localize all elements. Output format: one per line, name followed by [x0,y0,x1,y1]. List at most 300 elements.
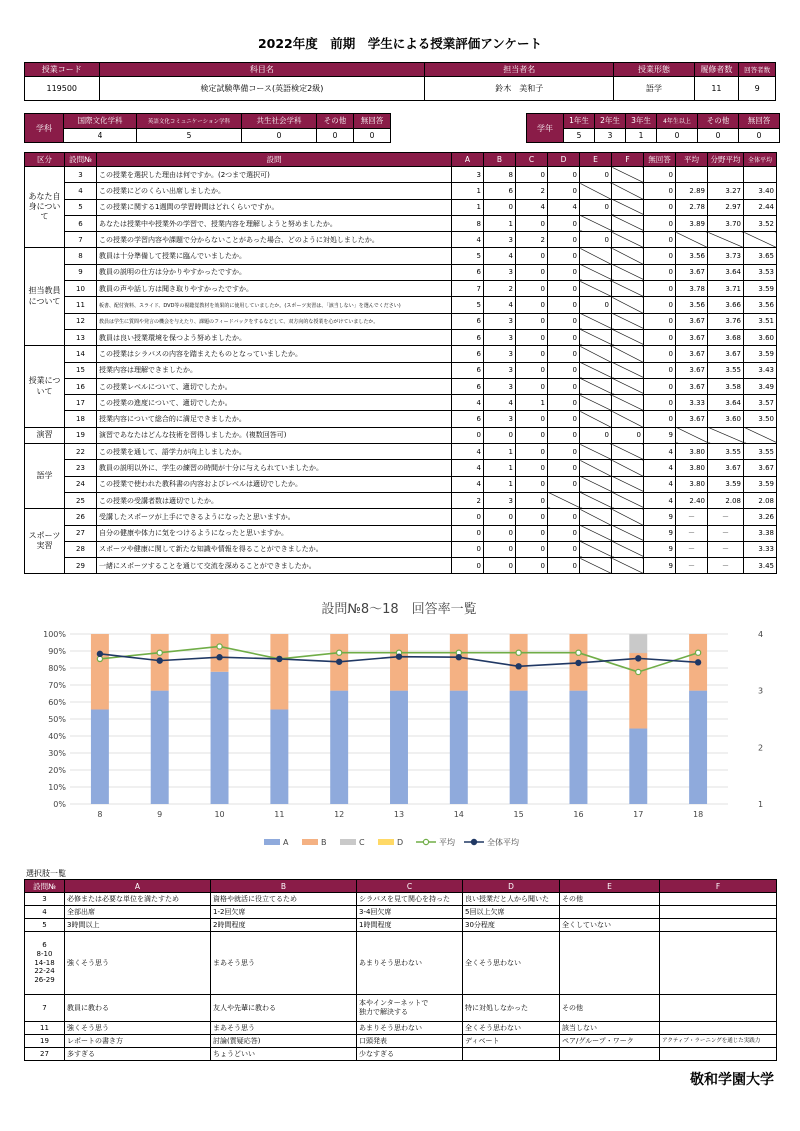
value-cell: 0 [484,525,516,541]
value-cell: 6 [452,329,484,345]
value-cell: 0 [452,509,484,525]
evaluation-table [24,152,777,574]
not-applicable-cell [580,313,612,329]
option-cell: 1-2回欠席 [211,906,357,919]
value-cell: 0 [516,281,548,297]
not-applicable-cell [580,362,612,378]
not-applicable-cell [612,525,644,541]
value-cell: 3.89 [676,215,708,231]
year-value: 1 [626,128,657,143]
value-cell: 4 [484,297,516,313]
value-cell: 4 [644,460,676,476]
not-applicable-cell [612,444,644,460]
category-label: 授業について [25,346,65,427]
value-cell: 0 [452,541,484,557]
value-cell: 0 [644,183,676,199]
dept-header-intl: 国際文化学科 [64,114,137,129]
col-header: 無回答 [644,153,676,167]
question-number: 24 [65,476,97,492]
option-cell: 全くしていない [560,919,660,932]
option-cell [660,1022,777,1035]
value-cell: 0 [580,199,612,215]
dept-header-english: 英語文化コミュニケーション学科 [137,114,242,129]
value-cell: 3.80 [676,460,708,476]
value-cell: 3.55 [744,444,777,460]
question-number: 10 [65,281,97,297]
not-applicable-cell [580,460,612,476]
value-cell: 0 [452,525,484,541]
value-cell: 0 [516,167,548,183]
value-cell: 0 [644,248,676,264]
point-全体平均 [695,660,700,665]
value-cell: 4 [452,460,484,476]
col-header: B [484,153,516,167]
value-cell: 3 [484,329,516,345]
class-form: 語学 [614,77,694,101]
bar-segment-A [450,691,468,804]
not-applicable-cell [708,232,744,248]
option-cell: あまりそう思わない [357,932,463,995]
not-applicable-cell [612,329,644,345]
not-applicable-cell [612,264,644,280]
value-cell: 8 [452,215,484,231]
value-cell: 3 [452,167,484,183]
value-cell: 0 [548,378,580,394]
dept-header-other: その他 [317,114,354,129]
option-row [25,1048,777,1061]
year-value: 3 [595,128,626,143]
value-cell: 2 [516,232,548,248]
value-cell: 0 [548,313,580,329]
option-cell: アクティブ・ラーニングを通じた実践力 [660,1035,777,1048]
dept-value: 0 [242,128,317,143]
x-tick-label: 18 [692,810,704,819]
options-table [24,879,777,1061]
option-row [25,1022,777,1035]
option-cell: 該当しない [560,1022,660,1035]
y-tick-label: 50% [48,715,66,724]
legend-swatch-A [264,839,280,845]
y-tick-label: 100% [43,630,66,639]
year-header: 3年生 [626,114,657,129]
value-cell: 4 [452,444,484,460]
value-cell: 0 [548,411,580,427]
bar-segment-B [450,634,468,691]
question-number: 12 [65,313,97,329]
value-cell: 0 [452,558,484,574]
year-value: 0 [698,128,739,143]
question-row [25,183,777,199]
option-question-number: 19 [25,1035,65,1048]
value-cell: 9 [644,525,676,541]
question-text: この授業を通して、語学力が向上しましたか。 [97,444,452,460]
value-cell: 3 [484,411,516,427]
x-tick-label: 8 [97,810,103,819]
question-row [25,362,777,378]
question-number: 11 [65,297,97,313]
enrolled-count: 11 [694,77,739,101]
point-平均 [576,650,581,655]
value-cell: 3.60 [744,329,777,345]
value-cell: 0 [644,346,676,362]
question-row [25,558,777,574]
year-table [526,113,780,143]
y2-tick-label: 2 [758,743,764,753]
value-cell: 3.67 [676,329,708,345]
question-row [25,232,777,248]
subject-name: 検定試験準備コース(英語検定2級) [99,77,425,101]
point-全体平均 [636,656,641,661]
option-cell [660,919,777,932]
value-cell: 0 [548,297,580,313]
point-全体平均 [277,656,282,661]
value-cell: 0 [548,395,580,411]
value-cell: 0 [548,362,580,378]
value-cell: 3.51 [744,313,777,329]
option-cell: 教員に教わる [65,995,211,1022]
col-header: C [516,153,548,167]
question-number: 27 [65,525,97,541]
value-cell: 5 [452,297,484,313]
year-value: 0 [657,128,698,143]
value-cell: 3.67 [744,460,777,476]
value-cell: 0 [516,492,548,508]
value-cell: 0 [644,329,676,345]
respondent-count: 9 [739,77,776,101]
value-cell: － [708,558,744,574]
col-header: E [580,153,612,167]
value-cell: 0 [484,199,516,215]
not-applicable-cell [708,427,744,443]
point-全体平均 [337,659,342,664]
question-text: この授業にどのくらい出席しましたか。 [97,183,452,199]
value-cell: 3.57 [744,395,777,411]
value-cell: 9 [644,427,676,443]
option-cell: 良い授業だと人から聞いた [463,893,560,906]
question-text: 授業内容は理解できましたか。 [97,362,452,378]
question-text: 教員は十分準備して授業に臨んでいましたか。 [97,248,452,264]
bar-segment-B [211,634,229,672]
value-cell: 3.38 [744,525,777,541]
value-cell: 0 [484,541,516,557]
question-row [25,492,777,508]
opt-col-header: F [660,880,777,893]
dept-value: 5 [137,128,242,143]
value-cell: 0 [516,411,548,427]
value-cell: 1 [484,476,516,492]
not-applicable-cell [612,411,644,427]
option-row [25,906,777,919]
not-applicable-cell [612,460,644,476]
value-cell: － [676,541,708,557]
value-cell: 3.64 [708,395,744,411]
year-header: 4年生以上 [657,114,698,129]
value-cell: 2.08 [744,492,777,508]
question-text: スポーツや健康に関して新たな知識や情報を得ることができましたか。 [97,541,452,557]
bar-segment-A [330,691,348,804]
question-row [25,427,777,443]
option-cell: ディベート [463,1035,560,1048]
value-cell: 0 [644,281,676,297]
value-cell: 3 [484,232,516,248]
opt-col-header: 設問№ [25,880,65,893]
value-cell: 0 [516,476,548,492]
header-form: 授業形態 [614,63,694,77]
x-tick-label: 15 [513,810,524,819]
point-平均 [97,656,102,661]
question-row [25,167,777,183]
opt-col-header: B [211,880,357,893]
value-cell: 3.67 [708,460,744,476]
value-cell: 3.56 [676,248,708,264]
value-cell: 6 [452,313,484,329]
point-全体平均 [576,660,581,665]
question-text: あなたは授業中や授業外の学習で、授業内容を理解しようと努めましたか。 [97,215,452,231]
question-number: 5 [65,199,97,215]
option-cell [463,1048,560,1061]
value-cell: 0 [516,313,548,329]
value-cell: 4 [548,199,580,215]
value-cell: 0 [548,329,580,345]
value-cell: 4 [516,199,548,215]
option-cell: 3時間以上 [65,919,211,932]
value-cell: 3.52 [744,215,777,231]
option-cell: 3-4回欠席 [357,906,463,919]
option-cell: その他 [560,995,660,1022]
col-header: A [452,153,484,167]
value-cell: 3.70 [708,215,744,231]
bar-segment-A [211,672,229,804]
opt-col-header: D [463,880,560,893]
value-cell: 3.67 [676,362,708,378]
value-cell: 3.53 [744,264,777,280]
question-number: 4 [65,183,97,199]
value-cell: － [676,509,708,525]
year-label: 学年 [527,114,564,143]
col-header: D [548,153,580,167]
value-cell: 3.76 [708,313,744,329]
value-cell: 6 [452,264,484,280]
value-cell: 5 [452,248,484,264]
option-cell: ペア/グループ・ワーク [560,1035,660,1048]
value-cell: 8 [484,167,516,183]
y-tick-label: 80% [48,664,66,673]
not-applicable-cell [612,199,644,215]
option-question-number: 11 [25,1022,65,1035]
year-header: 2年生 [595,114,626,129]
y-tick-label: 40% [48,732,66,741]
col-header: 分野平均 [708,153,744,167]
not-applicable-cell [580,509,612,525]
question-row [25,346,777,362]
question-number: 15 [65,362,97,378]
value-cell: 4 [452,232,484,248]
option-cell: 資格や就活に役立てるため [211,893,357,906]
y-tick-label: 30% [48,749,66,758]
not-applicable-cell [580,264,612,280]
value-cell: 6 [452,346,484,362]
value-cell: 0 [516,297,548,313]
not-applicable-cell [548,492,580,508]
value-cell: 0 [644,215,676,231]
response-rate-chart [24,596,776,854]
question-text: この授業で使われた教科書の内容およびレベルは適切でしたか。 [97,476,452,492]
col-header: 設問 [97,153,452,167]
value-cell: 3 [484,313,516,329]
question-row [25,215,777,231]
question-number: 9 [65,264,97,280]
value-cell: 2 [452,492,484,508]
value-cell: 0 [548,281,580,297]
bar-segment-A [91,709,109,804]
value-cell: 0 [580,232,612,248]
not-applicable-cell [744,427,777,443]
value-cell: 0 [548,541,580,557]
y2-tick-label: 1 [758,800,764,809]
value-cell: 0 [484,558,516,574]
question-row [25,541,777,557]
option-cell: あまりそう思わない [357,1022,463,1035]
bar-segment-B [629,653,647,728]
question-number: 3 [65,167,97,183]
question-number: 8 [65,248,97,264]
value-cell: 2.89 [676,183,708,199]
value-cell: 4 [644,476,676,492]
value-cell: 0 [548,476,580,492]
value-cell: 3.80 [676,476,708,492]
value-cell: 0 [548,525,580,541]
question-number: 6 [65,215,97,231]
option-row [25,919,777,932]
option-cell: まあそう思う [211,1022,357,1035]
value-cell: 0 [516,329,548,345]
question-number: 29 [65,558,97,574]
option-row [25,932,777,995]
option-cell: 全くそう思わない [463,1022,560,1035]
question-text: この授業の学習内容や課題で分からないことがあった場合、どのように対処しましたか。 [97,232,452,248]
bar-segment-A [151,691,169,804]
question-number: 23 [65,460,97,476]
question-number: 17 [65,395,97,411]
not-applicable-cell [580,525,612,541]
question-number: 28 [65,541,97,557]
option-cell: 少なすぎる [357,1048,463,1061]
question-row [25,476,777,492]
legend-marker-平均 [423,839,428,844]
not-applicable-cell [580,378,612,394]
bar-segment-A [569,691,587,804]
value-cell: 0 [644,362,676,378]
question-text: 板書、配付資料、スライド、DVD等の視聴覚教材を効果的に使用していましたか。(スポーツ実習は、「該当しない」を選んでください) [97,297,452,313]
question-number: 13 [65,329,97,345]
value-cell: 0 [644,232,676,248]
value-cell: 3.67 [676,313,708,329]
value-cell: 0 [644,297,676,313]
question-row [25,297,777,313]
value-cell: 0 [548,444,580,460]
evaluation-header-row [25,153,777,167]
point-平均 [695,650,700,655]
question-row [25,313,777,329]
question-text: 一緒にスポーツすることを通じて交流を深めることができましたか。 [97,558,452,574]
value-cell: － [676,525,708,541]
question-row [25,199,777,215]
value-cell: 3 [484,362,516,378]
point-全体平均 [97,651,102,656]
option-cell: ちょうどいい [211,1048,357,1061]
value-cell: 0 [548,460,580,476]
value-cell: 4 [452,476,484,492]
value-cell: 2 [516,183,548,199]
value-cell: 3.50 [744,411,777,427]
value-cell: 0 [484,427,516,443]
not-applicable-cell [580,346,612,362]
question-row [25,460,777,476]
department-table [24,113,391,143]
not-applicable-cell [612,558,644,574]
not-applicable-cell [612,362,644,378]
year-header: 無回答 [739,114,780,129]
value-cell: 0 [644,411,676,427]
option-cell: 5回以上欠席 [463,906,560,919]
point-全体平均 [456,655,461,660]
header-enrolled: 履修者数 [694,63,739,77]
value-cell: 0 [516,215,548,231]
course-code: 119500 [25,77,100,101]
options-header-row [25,880,777,893]
value-cell: 6 [452,378,484,394]
header-teacher: 担当者名 [425,63,614,77]
not-applicable-cell [612,232,644,248]
value-cell: 0 [516,558,548,574]
x-tick-label: 16 [573,810,584,819]
not-applicable-cell [580,395,612,411]
value-cell: 0 [580,427,612,443]
option-question-number: 4 [25,906,65,919]
legend-swatch-D [378,839,394,845]
option-row [25,893,777,906]
option-cell: 強くそう思う [65,932,211,995]
value-cell: 3 [484,378,516,394]
option-cell: まあそう思う [211,932,357,995]
not-applicable-cell [580,248,612,264]
question-text: 受講したスポーツが上手にできるようになったと思いますか。 [97,509,452,525]
not-applicable-cell [580,281,612,297]
option-cell: 多すぎる [65,1048,211,1061]
option-cell: 本やインターネットで 独力で解決する [357,995,463,1022]
option-question-number: 6 8-10 14-18 22-24 26-29 [25,932,65,995]
value-cell: 0 [516,378,548,394]
not-applicable-cell [612,167,644,183]
dept-label: 学科 [25,114,64,143]
question-text: 教員の声や話し方は聞き取りやすかったですか。 [97,281,452,297]
value-cell: 3.27 [708,183,744,199]
value-cell: 3.67 [676,346,708,362]
value-cell [676,167,708,183]
year-value: 0 [739,128,780,143]
option-question-number: 5 [25,919,65,932]
value-cell: 4 [644,492,676,508]
y-tick-label: 60% [48,698,66,707]
value-cell: 3.56 [744,297,777,313]
question-row [25,281,777,297]
y-tick-label: 20% [48,766,66,775]
value-cell: 6 [452,362,484,378]
bar-segment-A [510,691,528,804]
value-cell: 3.49 [744,378,777,394]
header-course-code: 授業コード [25,63,100,77]
y2-tick-label: 4 [758,630,764,639]
